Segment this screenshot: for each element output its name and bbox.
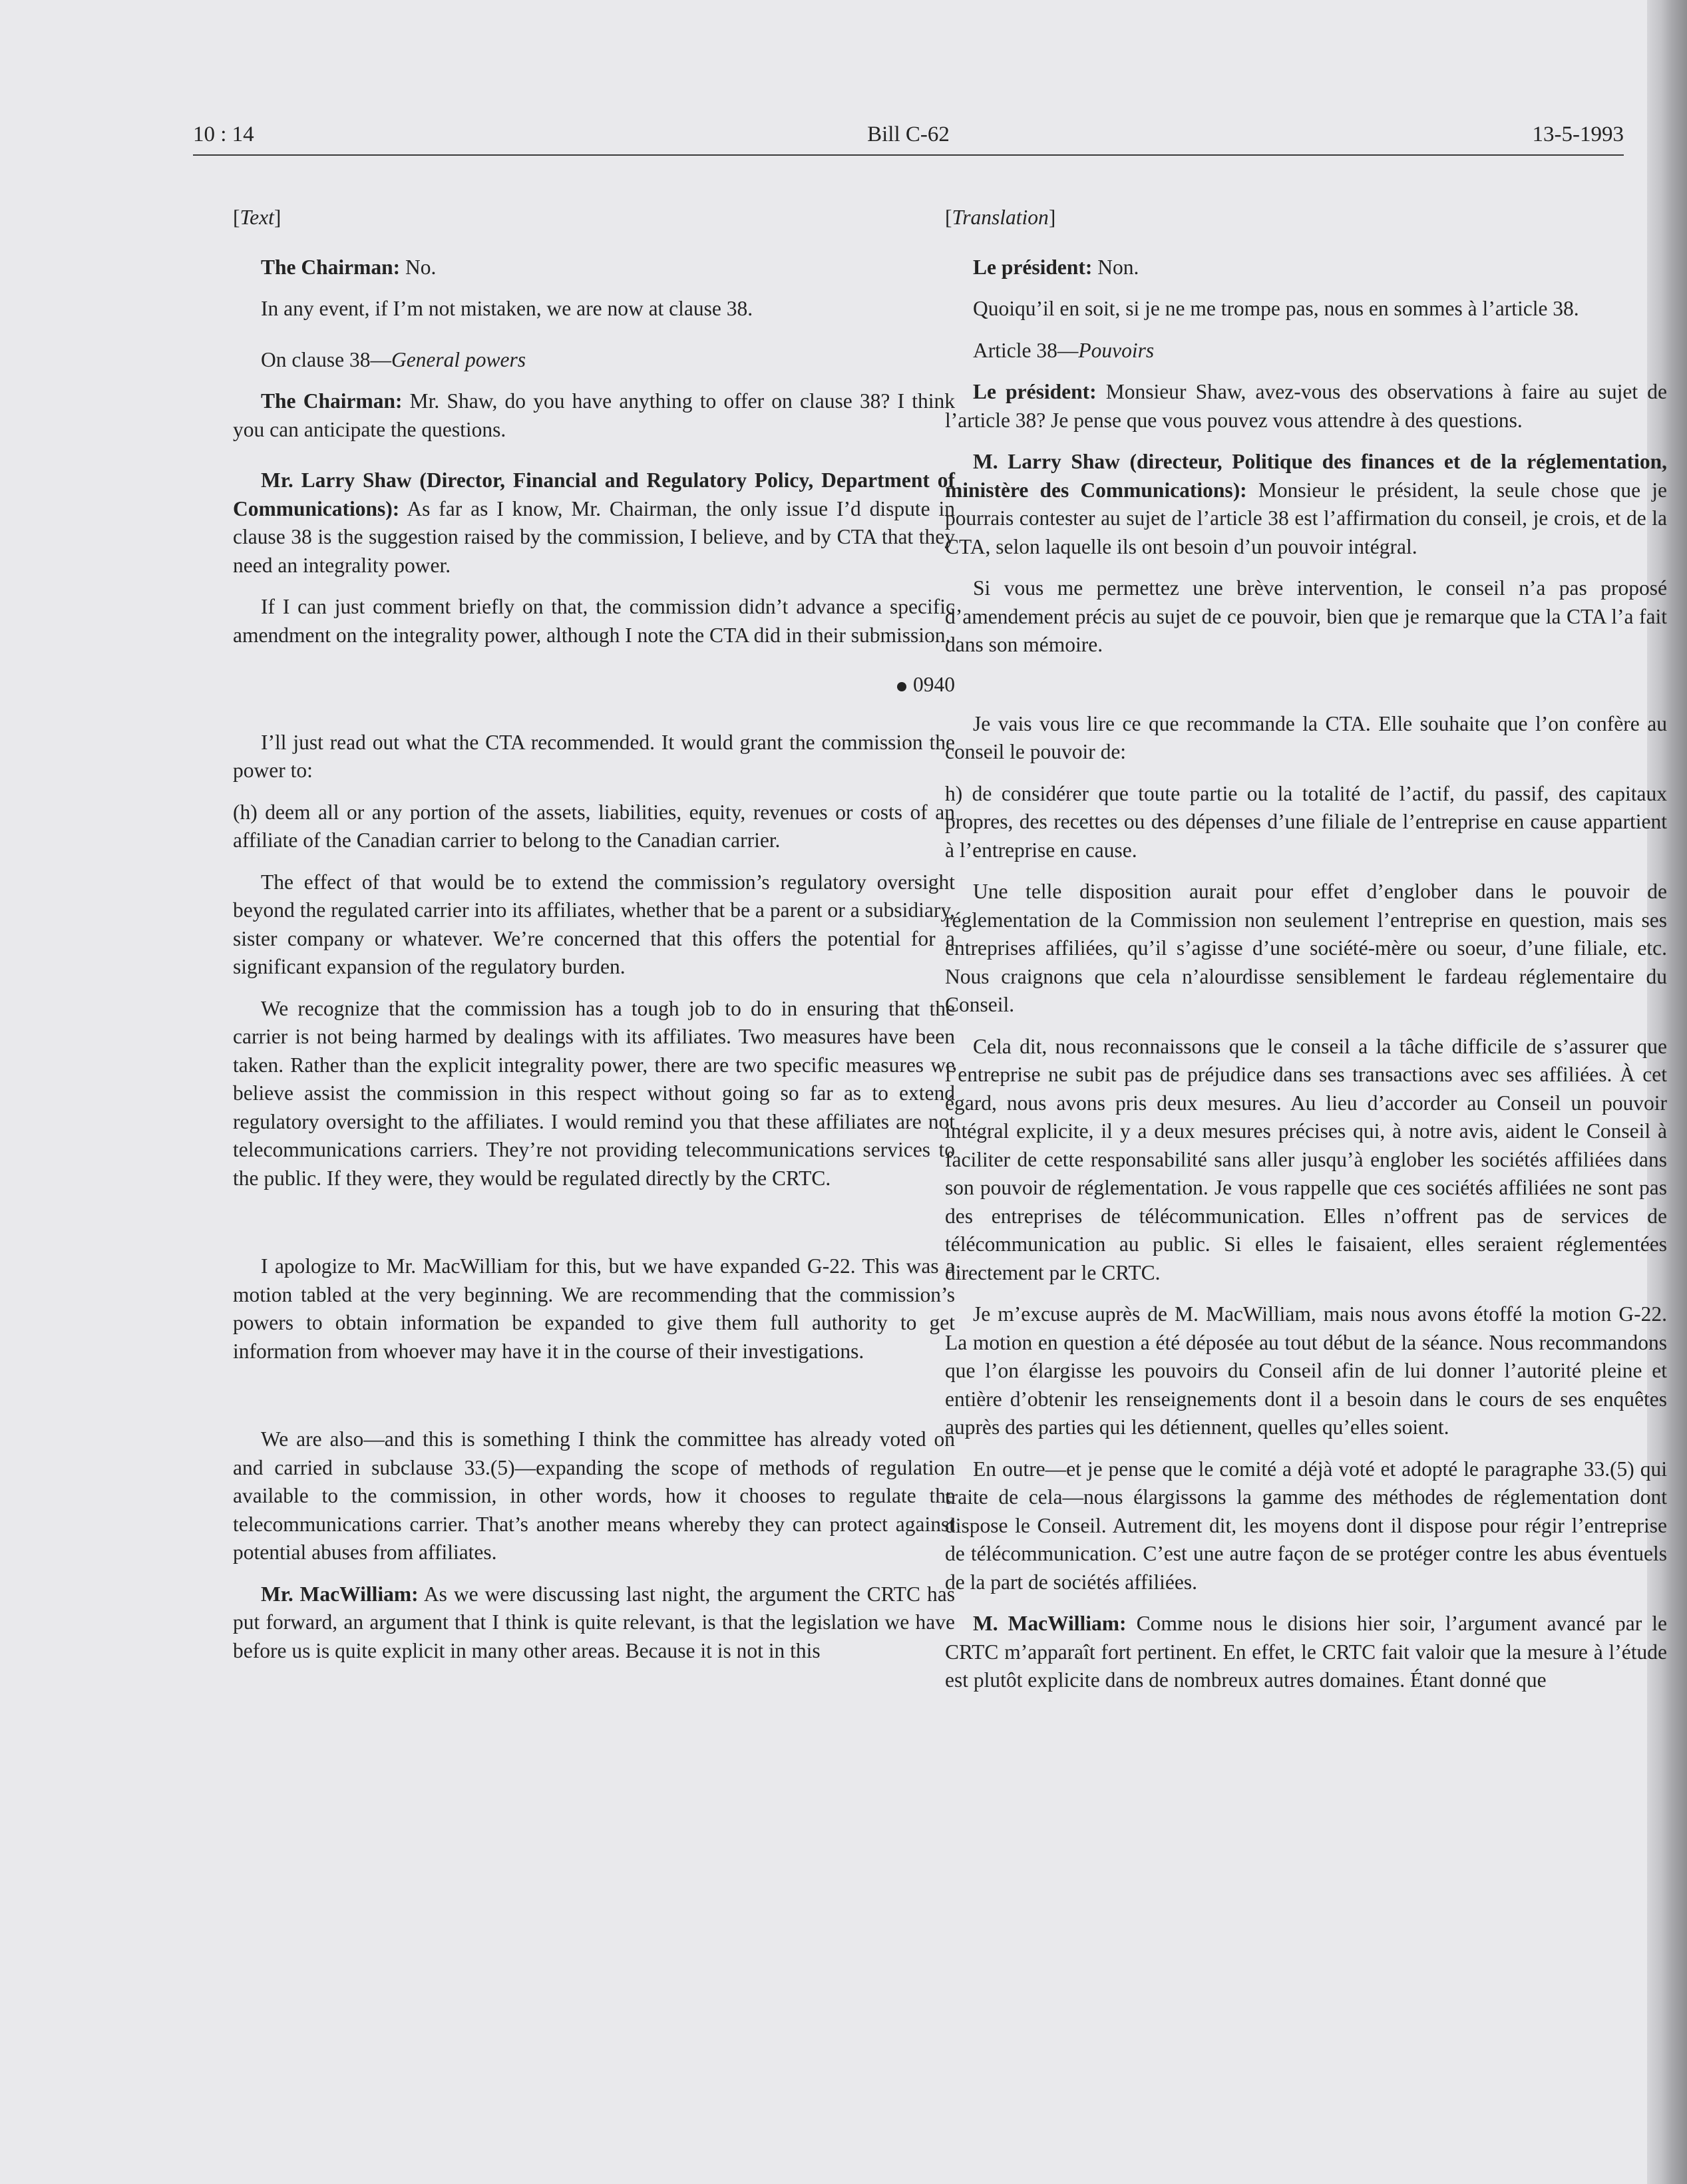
speaker-name: M. Larry Shaw (directeur, Politique des finances et de la réglementation, ministère des Communications): <box>945 450 1667 502</box>
paragraph: En outre—et je pense que le comité a déjà voté et adopté le paragraphe 33.(5) qui traite de cela—nous élargissons la gamme des méthodes de réglementation dont dispose le Conseil. Autrement dit, les moyens dont il dispose pour régir l’entreprise de télécommunication. C’est une autre façon de se protéger contre les abus éventuels de la part de sociétés affiliées. <box>945 1457 1667 1594</box>
header-rule <box>193 154 1624 156</box>
paragraph: The Chairman: Mr. Shaw, do you have anything to offer on clause 38? I think you can anticipate the questions. <box>233 389 955 441</box>
bullet-icon <box>897 682 906 691</box>
paragraph: Cela dit, nous reconnaissons que le conseil a la tâche difficile de s’assurer que l’entreprise ne subit pas de préjudice dans ses transactions avec ses affiliées. À cet égard, nous avons pris deux mesures. Au lieu d’accorder au Conseil un pouvoir intégral explicite, il y a deux mesures précises qui, à notre avis, aident le Conseil à faciliter de cette responsabilité sans aller jusqu’à englober les sociétés affiliées dans son pouvoir de réglementation. Je vous rappelle que ces sociétés affiliées ne sont pas des entreprises de télécommunication. Elles n’offrent pas de services de télécommunication au public. Si elles le faisaient, elles seraient réglementées directement par le CRTC. <box>945 1034 1667 1284</box>
bill-title: Bill C-62 <box>867 122 950 146</box>
speaker-name: Le président: <box>973 255 1093 279</box>
english-column <box>233 204 955 1678</box>
paragraph: I apologize to Mr. MacWilliam for this, but we have expanded G-22. This was a motion tabled at the very beginning. We are recommending that the commission’s powers to obtain information be expanded to give them full authority to get information from whoever may have it in the course of their investigations. <box>233 1254 955 1363</box>
paragraph: Si vous me permettez une brève intervention, le conseil n’a pas proposé d’amendement précis au sujet de ce pouvoir, bien que je remarque que la CTA l’a fait dans son mémoire. <box>945 576 1667 656</box>
paragraph: Le président: Non. <box>973 255 1139 279</box>
paragraph: M. MacWilliam: Comme nous le disions hier soir, l’argument avancé par le CRTC m’apparaît fort pertinent. En effet, le CRTC fait valoir que la mesure à l’étude est plutôt explicite dans de nombreux autres domaines. Étant donné que <box>945 1612 1667 1692</box>
paragraph: Mr. MacWilliam: As we were discussing last night, the argument the CRTC has put forward, an argument that I think is quite relevant, is that the legislation we have before us is quite explicit in many other areas. Because it is not in this <box>233 1582 956 1662</box>
time-marker: 0940 <box>233 671 955 699</box>
quoted-amendment: (h) deem all or any portion of the assets, liabilities, equity, revenues or costs of an affiliate of the Canadian carrier to belong to the Canadian carrier. <box>233 800 955 852</box>
speaker-name: Mr. MacWilliam: <box>261 1582 419 1606</box>
paragraph: Je vais vous lire ce que recommande la CTA. Elle souhaite que l’on confère au conseil le pouvoir de: <box>945 711 1667 763</box>
paragraph: The Chairman: No. <box>261 255 437 279</box>
speaker-name: Mr. Larry Shaw (Director, Financial and Regulatory Policy, Department of Communications): <box>233 468 955 520</box>
paragraph: I’ll just read out what the CTA recommended. It would grant the commission the power to: <box>233 730 955 782</box>
paragraph: If I can just comment briefly on that, the commission didn’t advance a specific amendment on the integrality power, although I note the CTA did in their submission. <box>233 595 955 647</box>
translation-tag: [Translation] <box>945 206 1056 229</box>
paragraph: We are also—and this is something I think the committee has already voted on and carried in subclause 33.(5)—expanding the scope of methods of regulation available to the commission, in other words, how it chooses to regulate the telecommunications carrier. That’s another means whereby they can protect against potential abuses from affiliates. <box>233 1427 955 1564</box>
page-header <box>193 122 1624 156</box>
paragraph: Je m’excuse auprès de M. MacWilliam, mais nous avons étoffé la motion G-22. La motion en question a été déposée au tout début de la séance. Nous recommandons que l’on élargisse les pouvoirs du Conseil afin de lui donner l’autorité pleine et entière d’obtenir les renseignements dont il a besoin dans le cours de ses enquêtes auprès des parties qui les détiennent, quelles qu’elles soient. <box>945 1302 1667 1439</box>
paragraph: Mr. Larry Shaw (Director, Financial and Regulatory Policy, Department of Communications): As far as I know, Mr. Chairman, the only issue I’d dispute in clause 38 is the suggestion raised by the commission, I believe, and by CTA that they need an integrality power. <box>233 468 955 577</box>
paragraph: M. Larry Shaw (directeur, Politique des finances et de la réglementation, ministère des Communications): Monsieur le président, la seule chose que je pourrais contester au sujet de l’article 38 est l’affirmation du conseil, je crois, et de la CTA, selon laquelle ils ont besoin d’un pouvoir intégral. <box>945 450 1667 558</box>
paragraph: Le président: Monsieur Shaw, avez-vous des observations à faire au sujet de l’article 38? Je pense que vous pouvez vous attendre à des questions. <box>945 380 1667 432</box>
text-tag: [Text] <box>233 206 281 229</box>
paragraph: The effect of that would be to extend the commission’s regulatory oversight beyond the regulated carrier into its affiliates, whether that be a parent or a subsidiary, sister company or whatever. We’re concerned that this offers the potential for a significant expansion of the regulatory burden. <box>233 870 955 978</box>
sitting-date: 13-5-1993 <box>1532 122 1624 146</box>
clause-heading: Article 38—Pouvoirs <box>973 338 1155 362</box>
paragraph: In any event, if I’m not mistaken, we are now at clause 38. <box>261 297 753 320</box>
paragraph: Une telle disposition aurait pour effet d’englober dans le pouvoir de réglementation de la Commission non seulement l’entreprise en question, mais ses entreprises affiliées, qu’il s’agisse d’une société-mère ou soeur, d’une filiale, etc. Nous craignons que cela n’alourdisse sensiblement le fardeau réglementaire du Conseil. <box>945 880 1667 1016</box>
french-column <box>945 204 1667 1708</box>
speaker-name: The Chairman: <box>261 255 401 279</box>
speaker-name: The Chairman: <box>261 389 403 413</box>
paragraph: Quoiqu’il en soit, si je ne me trompe pas, nous en sommes à l’article 38. <box>973 297 1579 320</box>
quoted-amendment: h) de considérer que toute partie ou la totalité de l’actif, du passif, des capitaux propres, des recettes ou des dépenses d’une filiale de l’entreprise en cause appartient à l’entreprise en cause. <box>945 781 1667 862</box>
paragraph: We recognize that the commission has a tough job to do in ensuring that the carrier is not being harmed by dealings with its affiliates. Two measures have been taken. Rather than the explicit integrality power, there are two specific measures we believe assist the commission in this respect without going so far as to extend regulatory oversight to the affiliates. I would remind you that these affiliates are not telecommunications carriers. They’re not providing telecommunications services to the public. If they were, they would be regulated directly by the CRTC. <box>233 996 955 1190</box>
clause-heading: On clause 38—General powers <box>261 347 526 371</box>
speaker-name: Le président: <box>973 380 1097 403</box>
page-number: 10 : 14 <box>193 122 254 146</box>
speaker-name: M. MacWilliam: <box>973 1612 1127 1635</box>
